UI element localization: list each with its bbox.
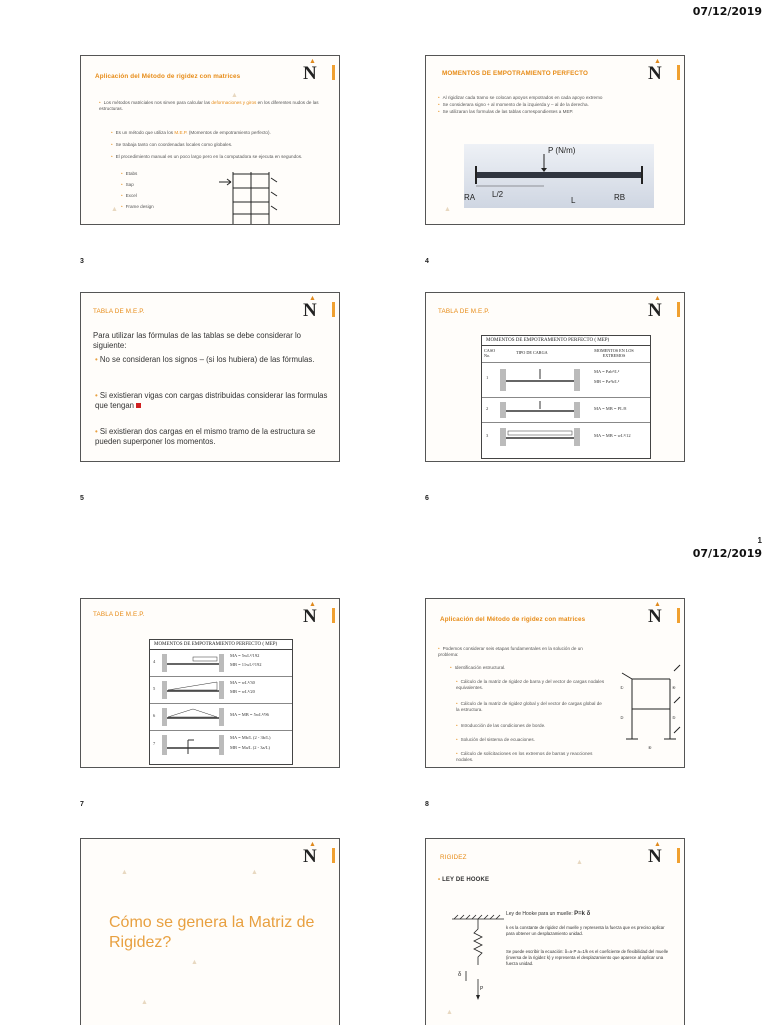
- bullet: • Se considerara signo + al momento de la izquierda y – al de la derecha.: [438, 102, 589, 107]
- software-item: • Etabs: [121, 171, 138, 176]
- software-item: • Sap: [121, 182, 134, 187]
- software-item: • Excel: [121, 193, 137, 198]
- table-caption: MOMENTOS DE EMPOTRAMIENTO PERFECTO ( MEP): [482, 336, 650, 346]
- page-date-top: 07/12/2019: [692, 5, 762, 18]
- table-row: 4 MA = 5wL²/192 MB = 11wL²/192: [150, 650, 292, 677]
- table-caption: MOMENTOS DE EMPOTRAMIENTO PERFECTO ( MEP): [150, 640, 292, 650]
- brand-logo: ▲ N: [303, 605, 327, 625]
- step-item: • Introducción de las condiciones de borde.: [456, 723, 546, 728]
- bullet: • Si existieran dos cargas en el mismo tramo de la estructura se pueden superponer los momentos.: [95, 427, 316, 446]
- bullet: • Se utilizaran las formulas de las tablas correspondientes a MEP.: [438, 109, 574, 114]
- bullet: • No se consideran los signos – (si los hubiera) de las fórmulas.: [95, 355, 315, 364]
- red-marker-icon: [136, 403, 141, 408]
- slide-title: TABLA DE M.E.P.: [438, 308, 490, 315]
- brand-logo: ▲ N: [303, 845, 327, 865]
- slide-number: 3: [80, 258, 84, 265]
- step-item: • Identificación estructural.: [450, 665, 506, 670]
- slide-3[interactable]: ▲ N Aplicación del Método de rigidez con matrices • Los métodos matriciales nos sirven para calcular las deformaciones y giros en los diferentes nudos de las estructuras. • Es un método que utiliza los M.E.P. (Momentos de empotramiento perfecto). • Se trabaja tanto con coordenadas locales como globales. • El procedimiento manual es un poco largo pero en la computadora se ejecuta en segundos. • Etabs • Sap • Excel • Frame design ▲ ▲: [80, 55, 340, 225]
- bullet: • Al rigidizar cada tramo se colocan apoyos empotrados en cada apoyo extremo: [438, 95, 603, 100]
- reaction-a-label: RA: [464, 193, 476, 202]
- slide-6[interactable]: [425, 292, 685, 462]
- bullet: • El procedimiento manual es un poco largo pero en la computadora se ejecuta en segundos.: [111, 154, 303, 159]
- table-row: 2 MA = MB = PL/8: [482, 398, 650, 423]
- structure-coordinates-diagram: [618, 659, 684, 753]
- slide-title: Aplicación del Método de rigidez con matrices: [95, 73, 241, 80]
- step-item: • Cálculo de la matriz de rigidez global y del vector de cargas global de la estructura.: [456, 701, 602, 712]
- spring-diagram: [452, 913, 506, 1003]
- delta-label: δ: [458, 972, 462, 978]
- slide-intro: • Podemos considerar seis etapas fundamentales en la solución de un problema:: [438, 646, 583, 657]
- bullet: • Se trabaja tanto con coordenadas locales como globales.: [111, 142, 233, 147]
- hooke-law: Ley de Hooke para un muelle: P=k δ: [506, 911, 591, 917]
- slide-intro: Para utilizar las fórmulas de las tablas se debe considerar lo siguiente:: [93, 331, 302, 350]
- bullet: • Es un método que utiliza los M.E.P. (Momentos de empotramiento perfecto).: [111, 130, 271, 135]
- brand-logo: ▲ N: [303, 62, 327, 82]
- slide-4[interactable]: ▲ N MOMENTOS DE EMPOTRAMIENTO PERFECTO • Al rigidizar cada tramo se colocan apoyos empotrados en cada apoyo extremo • Se considerara signo + al momento de la izquierda y – al de la derecha. • Se utilizaran las formulas de las tablas correspondientes a MEP. P (N/m) RA L/2 L RB ▲: [425, 55, 685, 225]
- brand-logo: ▲ N: [648, 62, 672, 82]
- slide-intro: • Los métodos matriciales nos sirven para calcular las deformaciones y giros en los diferentes nudos de las estructuras.: [99, 100, 319, 111]
- step-item: • Solución del sistema de ecuaciones.: [456, 737, 535, 742]
- step-item: • Cálculo de solicitaciones en los extremos de barras y reacciones nodales.: [456, 751, 593, 762]
- force-label: P: [480, 986, 484, 992]
- slide-title: RIGIDEZ: [440, 854, 467, 861]
- stiffness-definition: k es la constante de rigidez del muelle y representa la fuerza que es preciso aplicar para obtener un desplazamiento unidad.: [506, 925, 665, 936]
- slide-number: 5: [80, 495, 84, 502]
- table-header: CASO No. TIPO DE CARGA MOMENTOS EN LOS EXTREMOS: [482, 346, 650, 363]
- half-span-label: L/2: [492, 190, 504, 199]
- svg-text:①: ①: [620, 685, 624, 690]
- table-row: 6 MA = MB = 5wL²/96: [150, 704, 292, 731]
- page-date-bottom: 07/12/2019: [692, 547, 762, 560]
- slide-question: Cómo se genera la Matriz de Rigidez?: [109, 914, 315, 951]
- table-row: 1 MA = Pab²/L² MB = Pa²b/L²: [482, 363, 650, 398]
- reaction-b-label: RB: [614, 193, 626, 202]
- slide-7[interactable]: [80, 598, 340, 768]
- table-row: 5 MA = wL²/30 MB = wL²/20: [150, 677, 292, 704]
- load-label: P (N/m): [548, 146, 576, 155]
- brand-logo: ▲ N: [648, 299, 672, 319]
- span-label: L: [571, 196, 576, 205]
- table-row: 3 MA = MB = wL²/12: [482, 423, 650, 451]
- mep-table: [481, 335, 651, 459]
- slide-5[interactable]: [80, 292, 340, 462]
- building-frame-diagram: [217, 168, 281, 225]
- slide-subtitle: • LEY DE HOOKE: [438, 877, 490, 883]
- slide-8[interactable]: [425, 598, 685, 768]
- slide-title: Aplicación del Método de rigidez con matrices: [440, 616, 586, 623]
- slide-number: 6: [425, 495, 429, 502]
- slide-9[interactable]: ▲ N Cómo se genera la Matriz de Rigidez? ▲ ▲ ▲ ▲: [80, 838, 340, 1025]
- step-item: • Cálculo de la matriz de rigidez de barra y del vector de cargas nodales equivalentes.: [456, 679, 605, 690]
- svg-text:⑥: ⑥: [648, 745, 652, 750]
- brand-logo: ▲ N: [648, 605, 672, 625]
- bullet: • Si existieran vigas con cargas distribuidas considerar las formulas que tengan: [95, 391, 328, 410]
- slide-title: MOMENTOS DE EMPOTRAMIENTO PERFECTO: [441, 70, 589, 77]
- svg-text:②: ②: [620, 715, 624, 720]
- flexibility-definition: Se puede escribir la ecuación: δ=a·P a=1/k es el coeficiente de flexibilidad del muelle (inversa de la rigidez k) y representa el desplazamiento que aparece al aplicar una fuerza unidad.: [506, 949, 669, 966]
- software-item: • Frame design: [121, 204, 154, 209]
- slide-number: 4: [425, 258, 429, 265]
- slide-title: TABLA DE M.E.P.: [93, 611, 145, 618]
- brand-logo: ▲ N: [648, 845, 672, 865]
- brand-logo: ▲ N: [303, 299, 327, 319]
- slide-10[interactable]: ▲ N RIGIDEZ • LEY DE HOOKE δ P Ley de Hooke para un muelle: P=k δ k es la constante de rigidez del muelle y representa la fuerza que es preciso aplicar para obtener un desplazamiento unidad. Se puede escribir la ecuación: δ=a·P a=1/k es el coeficiente de flexibilidad del muelle (inversa de la rigidez k) y representa el desplazamiento que aparece al aplicar una fuerza unidad. ▲ ▲: [425, 838, 685, 1025]
- mep-table: [149, 639, 293, 765]
- svg-text:④: ④: [672, 685, 676, 690]
- page-number: 1: [757, 536, 762, 545]
- table-row: 7 MA = Mb/L (2 - 3b/L) MB = Ma/L (2 - 3a/L): [150, 731, 292, 759]
- slide-number: 7: [80, 801, 84, 808]
- slide-number: 8: [425, 801, 429, 808]
- slide-title: TABLA DE M.E.P.: [93, 308, 145, 315]
- svg-text:⑤: ⑤: [672, 715, 676, 720]
